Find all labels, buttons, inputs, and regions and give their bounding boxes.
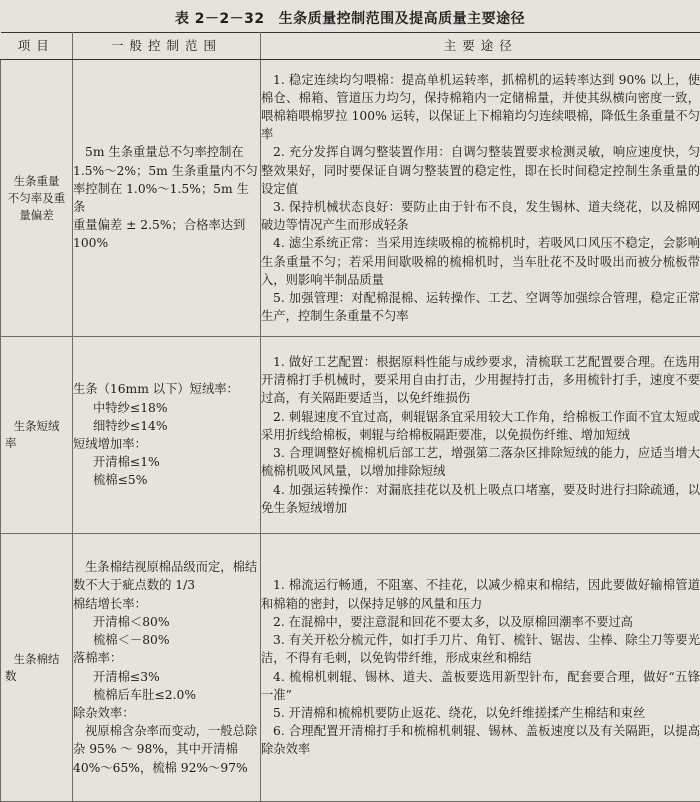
range-text: 开清棉＜80% xyxy=(73,613,260,631)
item-text: 量偏差 xyxy=(1,207,72,224)
table-row-short-fiber xyxy=(1,337,700,534)
way-item: 5. 开清棉和梳棉机要防止返花、绕花，以免纤维搓揉产生棉结和束丝 xyxy=(261,704,700,722)
range-text: 40%～65%，梳棉 92%～97% xyxy=(73,759,260,777)
range-text: 生条（16mm 以下）短绒率： xyxy=(73,380,260,398)
table-number: 表 2－2－32 xyxy=(175,11,265,27)
item-cell-short-fiber xyxy=(1,337,73,534)
range-text: 数不大于疵点数的 1/3 xyxy=(73,576,260,594)
range-text: 开清棉≤3% xyxy=(73,668,260,686)
table-title: 生条质量控制范围及提高质量主要途径 xyxy=(279,11,526,27)
item-text: 生条棉结 xyxy=(1,651,72,668)
range-text: 5m 生条重量总不匀率控制在 xyxy=(73,143,260,161)
way-item: 1. 做好工艺配置：根据原料性能与成纱要求，清梳联工艺配置要合理。在选用开清棉打手机械时，要采用自由打击，少用握持打击，多用梳针打手，速度不要过高，有关隔距要适当，以免纤维损伤 xyxy=(261,353,700,408)
item-text: 生条短绒 xyxy=(1,418,72,435)
range-text: 细特纱≤14% xyxy=(73,417,260,435)
item-cell-neps xyxy=(1,534,73,802)
table-caption xyxy=(0,8,700,28)
range-text: 生条棉结视原棉品级而定，棉结 xyxy=(73,558,260,576)
way-item: 4. 加强运转操作：对漏底挂花以及机上吸点口堵塞，要及时进行扫除疏通，以免生条短绒增加 xyxy=(261,481,700,517)
range-text: 除杂效率： xyxy=(73,704,260,722)
item-text: 率 xyxy=(1,435,72,452)
range-text: 100% xyxy=(73,234,260,252)
range-text: 杂 95% ～ 98%，其中开清棉 xyxy=(73,740,260,758)
way-item: 3. 保持机械状态良好：要防止由于针布不良，发生锡林、道夫绕花，以及棉网破边等情况产生而形成轻条 xyxy=(261,198,700,234)
ways-cell-short-fiber xyxy=(261,337,700,534)
range-text: 中特纱≤18% xyxy=(73,399,260,417)
range-text: 梳棉后车肚≤2.0% xyxy=(73,686,260,704)
range-cell-weight xyxy=(73,60,261,337)
way-item: 2. 充分发挥自调匀整装置作用：自调匀整装置要求检测灵敏，响应速度快，匀整效果好，同时要保证自调匀整装置的稳定性，即在长时间稳定控制生条重量的设定值 xyxy=(261,143,700,198)
way-item: 2. 在混棉中，要注意混和回花不要太多，以及原棉回潮率不要过高 xyxy=(261,613,700,631)
range-cell-short-fiber xyxy=(73,337,261,534)
range-text: 短绒增加率： xyxy=(73,435,260,453)
ways-cell-neps xyxy=(261,534,700,802)
range-text: 梳棉≤5% xyxy=(73,471,260,489)
way-item: 1. 稳定连续均匀喂棉：提高单机运转率，抓棉机的运转率达到 90% 以上，使棉仓、棉箱、管道压力均匀，保持棉箱内一定储棉量，并使其纵横向密度一致，喂棉箱喂棉罗拉 100% 运转，以保证上下棉箱均匀连续喂棉，降低生条重量不匀率 xyxy=(261,71,700,144)
table-row-neps xyxy=(1,534,700,802)
item-text: 数 xyxy=(1,668,72,685)
way-item: 2. 刺辊速度不宜过高，刺辊锯条宜采用较大工作角，给棉板工作面不宜太短或采用折线给棉板，刺辊与给棉板隔距要准，以免损伤纤维、增加短绒 xyxy=(261,408,700,444)
range-text: 梳棉＜－80% xyxy=(73,631,260,649)
header-ways: 主要途径 xyxy=(261,33,700,60)
range-text: 率控制在 1.0%～1.5%；5m 生条 xyxy=(73,180,260,216)
way-item: 3. 合理调整好梳棉机后部工艺，增强第二落杂区排除短绒的能力，应适当增大梳棉机吸风风量，以增加排除短绒 xyxy=(261,444,700,480)
range-text: 视原棉含杂率而变动，一般总除 xyxy=(73,722,260,740)
quality-control-table xyxy=(0,32,700,802)
way-item: 1. 棉流运行畅通，不阻塞、不挂花，以减少棉束和棉结，因此要做好输棉管道和棉箱的密封，以保持足够的风量和压力 xyxy=(261,576,700,612)
way-item: 5. 加强管理：对配棉混棉、运转操作、工艺、空调等加强综合管理，稳定正常生产，控制生条重量不匀率 xyxy=(261,289,700,325)
range-cell-neps xyxy=(73,534,261,802)
way-item: 6. 合理配置开清棉打手和梳棉机刺辊、锡林、盖板速度以及有关隔距，以提高除杂效率 xyxy=(261,722,700,758)
range-text: 落棉率： xyxy=(73,649,260,667)
item-text: 生条重量 xyxy=(1,173,72,190)
range-text: 重量偏差 ± 2.5%；合格率达到 xyxy=(73,216,260,234)
table-header-row xyxy=(1,33,700,60)
item-text: 不匀率及重 xyxy=(1,190,72,207)
range-text: 1.5%～2%；5m 生条重量内不匀 xyxy=(73,162,260,180)
table-row-weight xyxy=(1,60,700,337)
range-text: 开清棉≤1% xyxy=(73,453,260,471)
header-range: 一般控制范围 xyxy=(73,33,261,60)
item-cell-weight xyxy=(1,60,73,337)
way-item: 4. 滤尘系统正常：当采用连续吸棉的梳棉机时，若吸风口风压不稳定，会影响生条重量不匀；若采用间歇吸棉的梳棉机时，当车肚花不及时吸出而被分梳板带入，则影响半制品质量 xyxy=(261,234,700,289)
header-item: 项目 xyxy=(1,33,73,60)
ways-cell-weight xyxy=(261,60,700,337)
range-text: 棉结增长率： xyxy=(73,595,260,613)
way-item: 4. 梳棉机刺辊、锡林、道夫、盖板要选用新型针布，配套要合理，做好“五锋一准” xyxy=(261,668,700,704)
way-item: 3. 有关开松分梳元件，如打手刀片、角钉、梳针、锯齿、尘棒、除尘刀等要光洁，不得有毛刺，以免钩带纤维，形成束丝和棉结 xyxy=(261,631,700,667)
